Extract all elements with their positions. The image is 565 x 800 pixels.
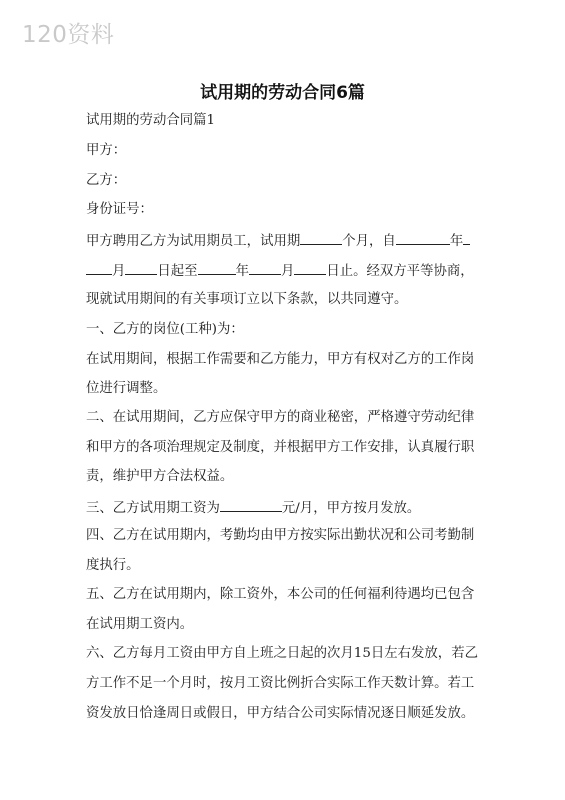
fill-blank: [249, 262, 281, 275]
fill-blank: [300, 232, 342, 245]
fill-blank: [294, 262, 326, 275]
party-a-label: 甲方：: [86, 143, 127, 158]
text-segment: 月: [112, 264, 126, 279]
paragraph-line: 方工作不足一个月时，按月工资比例折合实际工作天数计算。若工: [86, 676, 475, 691]
fill-blank: [86, 262, 112, 275]
fill-blank: [463, 232, 470, 245]
fill-blank: [220, 499, 282, 512]
fill-blank: [396, 232, 450, 245]
paragraph-line: [86, 499, 420, 517]
document-title: 试用期的劳动合同6篇: [200, 83, 365, 103]
section-heading: 试用期的劳动合同篇1: [86, 113, 216, 128]
paragraph-line: 资发放日恰逢周日或假日，甲方结合公司实际情况逐日顺延发放。: [86, 706, 475, 721]
text-segment: 年: [235, 264, 249, 279]
text-segment: 日止。经双方平等协商，: [326, 264, 474, 279]
text-segment: 日起至: [157, 264, 198, 279]
paragraph-line: 四、乙方在试用期内，考勤均由甲方按实际出勤状况和公司考勤制: [86, 528, 475, 543]
paragraph-line: 五、乙方在试用期内，除工资外，本公司的任何福利待遇均已包含: [86, 587, 475, 602]
paragraph-line: 在试用期工资内。: [86, 617, 194, 632]
watermark-logo: 120资料: [22, 22, 115, 48]
paragraph-line: 和甲方的各项治理规定及制度，并根据甲方工作安排，认真履行职: [86, 440, 475, 455]
paragraph-line: 度执行。: [86, 558, 140, 573]
text-segment: 元/月，甲方按月发放。: [281, 501, 421, 516]
paragraph-line: 现就试用期间的有关事项订立以下条款，以共同遵守。: [86, 292, 408, 307]
fill-blank: [125, 262, 157, 275]
text-segment: 个月，自: [342, 234, 396, 249]
paragraph-line: 二、在试用期间，乙方应保守甲方的商业秘密，严格遵守劳动纪律: [86, 410, 475, 425]
text-segment: 甲方聘用乙方为试用期员工，试用期: [86, 234, 301, 249]
paragraph-line: 六、乙方每月工资由甲方自上班之日起的次月15日左右发放，若乙: [86, 646, 478, 661]
text-segment: 年: [449, 234, 464, 249]
text-segment: 月: [280, 264, 295, 279]
clause-heading: 一、乙方的岗位(工种)为：: [86, 322, 244, 337]
fill-blank: [198, 262, 236, 275]
paragraph-line: [86, 262, 474, 280]
paragraph-line: 责，维护甲方合法权益。: [86, 469, 234, 484]
paragraph-line: 在试用期间，根据工作需要和乙方能力，甲方有权对乙方的工作岗: [86, 352, 475, 367]
party-b-label: 乙方：: [86, 173, 127, 188]
paragraph-line: 位进行调整。: [86, 381, 167, 396]
text-segment: 三、乙方试用期工资为: [86, 501, 220, 516]
id-number-label: 身份证号：: [86, 202, 153, 217]
paragraph-line: [86, 232, 470, 250]
